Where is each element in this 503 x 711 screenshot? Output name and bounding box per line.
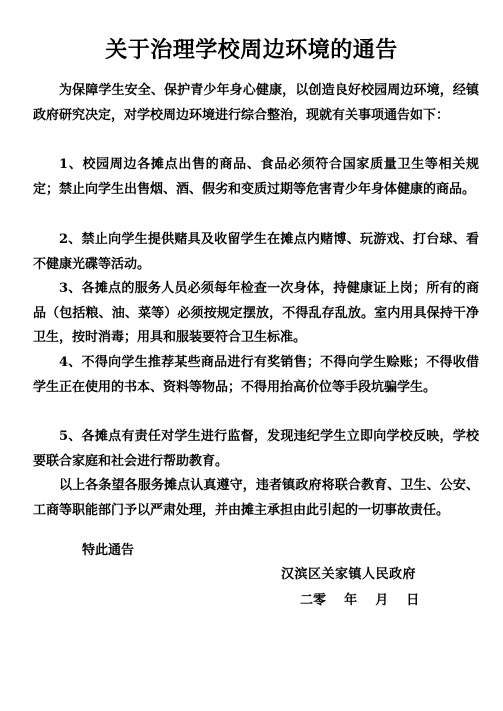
notice-item-4	[33, 351, 479, 400]
notice-sign-off: 特此通告	[82, 543, 135, 558]
issuer-name: 汉滨区关家镇人民政府	[281, 567, 417, 582]
item-paragraph: 5、各摊点有责任对学生进行监督，发现违纪学生立即向学校反映，学校要联合家庭和社会进行帮助教育。	[33, 429, 479, 469]
item-paragraph: 2、禁止向学生提供赌具及收留学生在摊点内赌博、玩游戏、打台球、看不健康光碟等活动。	[33, 232, 479, 272]
item-paragraph: 1、校园周边各摊点出售的商品、食品必须符合国家质量卫生等相关规定；禁止向学生出售烟、酒、假劣和变质过期等危害青少年身体健康的商品。	[33, 157, 479, 197]
notice-item-3	[33, 277, 479, 351]
item-paragraph: 4、不得向学生推荐某些商品进行有奖销售；不得向学生赊账；不得收借学生正在使用的书本、资料等物品；不得用抬高价位等手段坑骗学生。	[33, 355, 479, 395]
notice-item-5	[33, 425, 479, 474]
intro-paragraph: 为保障学生安全、保护青少年身心健康，以创造良好校园周边环境，经镇政府研究决定，对学校周边环境进行综合整治，现就有关事项通告如下：	[33, 83, 479, 123]
notice-closing	[33, 474, 479, 523]
notice-intro	[33, 79, 479, 128]
notice-item-1	[33, 153, 479, 202]
issue-date: 二零 年 月 日	[300, 593, 420, 608]
closing-paragraph: 以上各条望各服务摊点认真遵守，违者镇政府将联合教育、卫生、公安、工商等职能部门予以严肃处理，并由摊主承担由此引起的一切事故责任。	[33, 478, 479, 518]
notice-title: 关于治理学校周边环境的通告	[105, 38, 398, 63]
item-paragraph: 3、各摊点的服务人员必须每年检查一次身体，持健康证上岗；所有的商品（包括粮、油、菜等）必须按规定摆放，不得乱存乱放。室内用具保持干净卫生，按时消毒；用具和服装要符合卫生标准。	[33, 281, 479, 346]
notice-item-2	[33, 228, 479, 277]
